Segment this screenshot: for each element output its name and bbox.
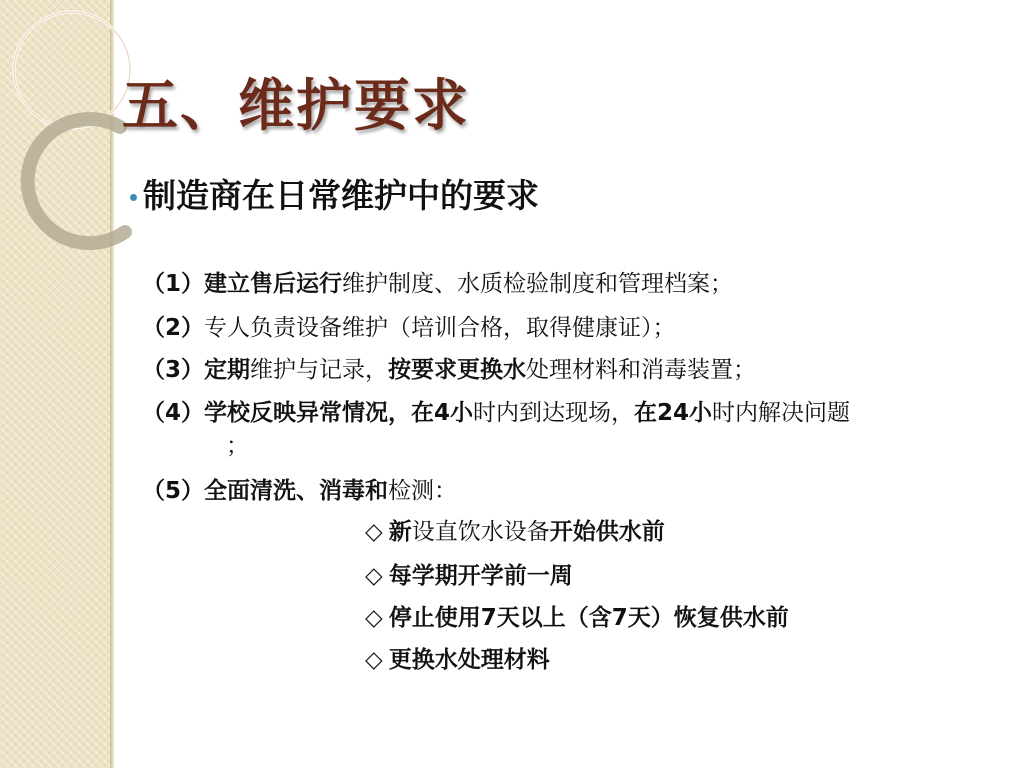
item-number: （4） [142,400,205,426]
item-text-2: 处理材料和消毒装置； [526,357,757,383]
sub-item-text: 设直饮水设备 [411,519,550,545]
sub-item-1 [365,518,665,546]
item-text: 时内到达现场， [473,400,635,426]
item-text: 检测： [388,478,458,504]
bullet-dot-icon [130,194,137,201]
sub-item-3 [365,604,789,632]
item-bold-text: 建立售后运行 [204,271,343,297]
sub-item-text: 停止使用7天以上（含7天）恢复供水前 [388,605,789,631]
list-item-5 [142,477,457,505]
list-item-4 [142,399,850,427]
item-number: （2） [142,315,205,341]
diamond-icon: ◇ [365,563,383,589]
sub-item-bold-2: 开始供水前 [549,519,665,545]
diamond-icon: ◇ [365,605,383,631]
sub-item-text: 每学期开学前一周 [388,563,573,589]
item-bold-text: 学校反映异常情况，在4小 [204,400,474,426]
list-item-1 [142,270,733,298]
item-text: 专人负责设备维护（培训合格，取得健康证）； [204,315,676,341]
item-number: （3） [142,357,205,383]
list-item-2 [142,314,676,342]
item-bold-text-2: 在24小 [634,400,713,426]
sub-item-4 [365,646,550,674]
item-bold-text: 定期 [204,357,251,383]
bullet-text: 制造商在日常维护中的要求 [143,176,539,215]
diamond-icon: ◇ [365,647,383,673]
item-bold-text: 全面清洗、消毒和 [204,478,389,504]
item-number: （5） [142,478,205,504]
slide-title: 五、维护要求 [122,74,470,139]
sub-item-text: 更换水处理材料 [388,647,550,673]
item-number: （1） [142,271,205,297]
sub-item-bold: 新 [388,519,412,545]
main-bullet [130,170,539,217]
list-item-3 [142,356,756,384]
list-item-4-continuation: ； [226,433,249,459]
sub-item-2 [365,562,573,590]
diamond-icon: ◇ [365,519,383,545]
item-text-2: 时内解决问题 [712,400,851,426]
item-bold-text-2: 按要求更换水 [388,357,527,383]
item-text: 维护制度、水质检验制度和管理档案； [342,271,734,297]
item-text: 维护与记录， [250,357,389,383]
